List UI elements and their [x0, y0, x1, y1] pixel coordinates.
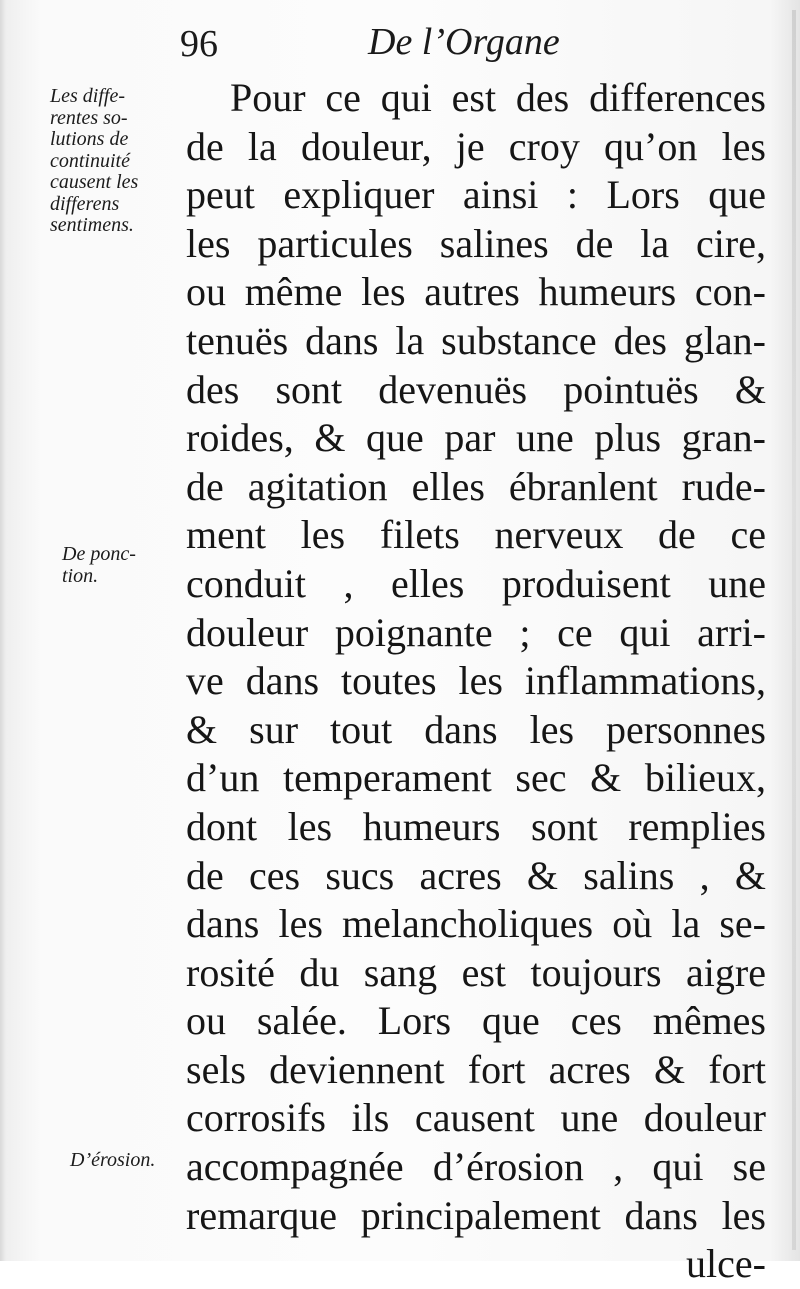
margin-note-line: De ponc-: [62, 543, 136, 565]
page-edge-shadow: [792, 10, 796, 1250]
margin-note-line: D’érosion.: [70, 1149, 156, 1171]
text-line: rosité du sang est toujours aigre: [186, 949, 766, 995]
text-line: de la douleur, je croy qu’on les: [186, 123, 766, 169]
margin-note-line: lutions de: [50, 128, 129, 150]
catchword: ulce-: [686, 1241, 766, 1287]
margin-note-erosion: [70, 1150, 190, 1172]
text-line: des sont devenuës pointuës &: [186, 366, 766, 412]
page-number: 96: [180, 23, 218, 65]
text-line: accompagnée d’érosion , qui se: [186, 1144, 766, 1190]
text-line: dans les melancholiques où la se-: [186, 901, 766, 947]
text-line: sels deviennent fort acres & fort: [186, 1046, 766, 1092]
text-line: corrosifs ils causent une douleur: [186, 1095, 766, 1141]
text-line: Pour ce qui est des differences: [230, 75, 766, 120]
margin-note-line: causent les: [50, 171, 139, 193]
text-line: d’un temperament sec & bilieux,: [186, 755, 766, 801]
margin-note-line: tion.: [62, 564, 99, 587]
margin-note-line: rentes so-: [50, 106, 128, 129]
text-line: dont les humeurs sont remplies: [186, 803, 766, 849]
margin-note-line: sentimens.: [50, 214, 134, 236]
text-line: tenuës dans la substance des glan-: [186, 317, 766, 363]
margin-note-line: differens: [50, 192, 120, 215]
text-line: remarque principalement dans les: [186, 1192, 766, 1238]
page-header: [0, 18, 800, 78]
text-line: ve dans toutes les inflammations,: [186, 658, 766, 704]
text-line: de agitation elles ébranlent rude-: [186, 463, 766, 509]
margin-note-ponction: [62, 544, 182, 587]
text-line: ou salée. Lors que ces mêmes: [186, 998, 766, 1044]
text-line: roides, & que par une plus gran-: [186, 415, 766, 461]
running-title: De l’Organe: [368, 21, 560, 63]
margin-note-solutions: [50, 86, 180, 237]
text-line: peut expliquer ainsi : Lors que: [186, 172, 766, 218]
text-line: ment les filets nerveux de ce: [186, 512, 766, 558]
text-line: & sur tout dans les personnes: [186, 706, 766, 752]
text-line: les particules salines de la cire,: [186, 220, 766, 266]
margin-note-line: Les diffe-: [50, 85, 125, 107]
text-line: ou même les autres humeurs con-: [186, 269, 766, 315]
text-line: douleur poignante ; ce qui arri-: [186, 609, 766, 655]
margin-note-line: continuité: [50, 149, 130, 172]
text-line: conduit , elles produisent une: [186, 560, 766, 606]
text-line: de ces sucs acres & salins , &: [186, 852, 766, 898]
main-text-block: [186, 74, 766, 1289]
